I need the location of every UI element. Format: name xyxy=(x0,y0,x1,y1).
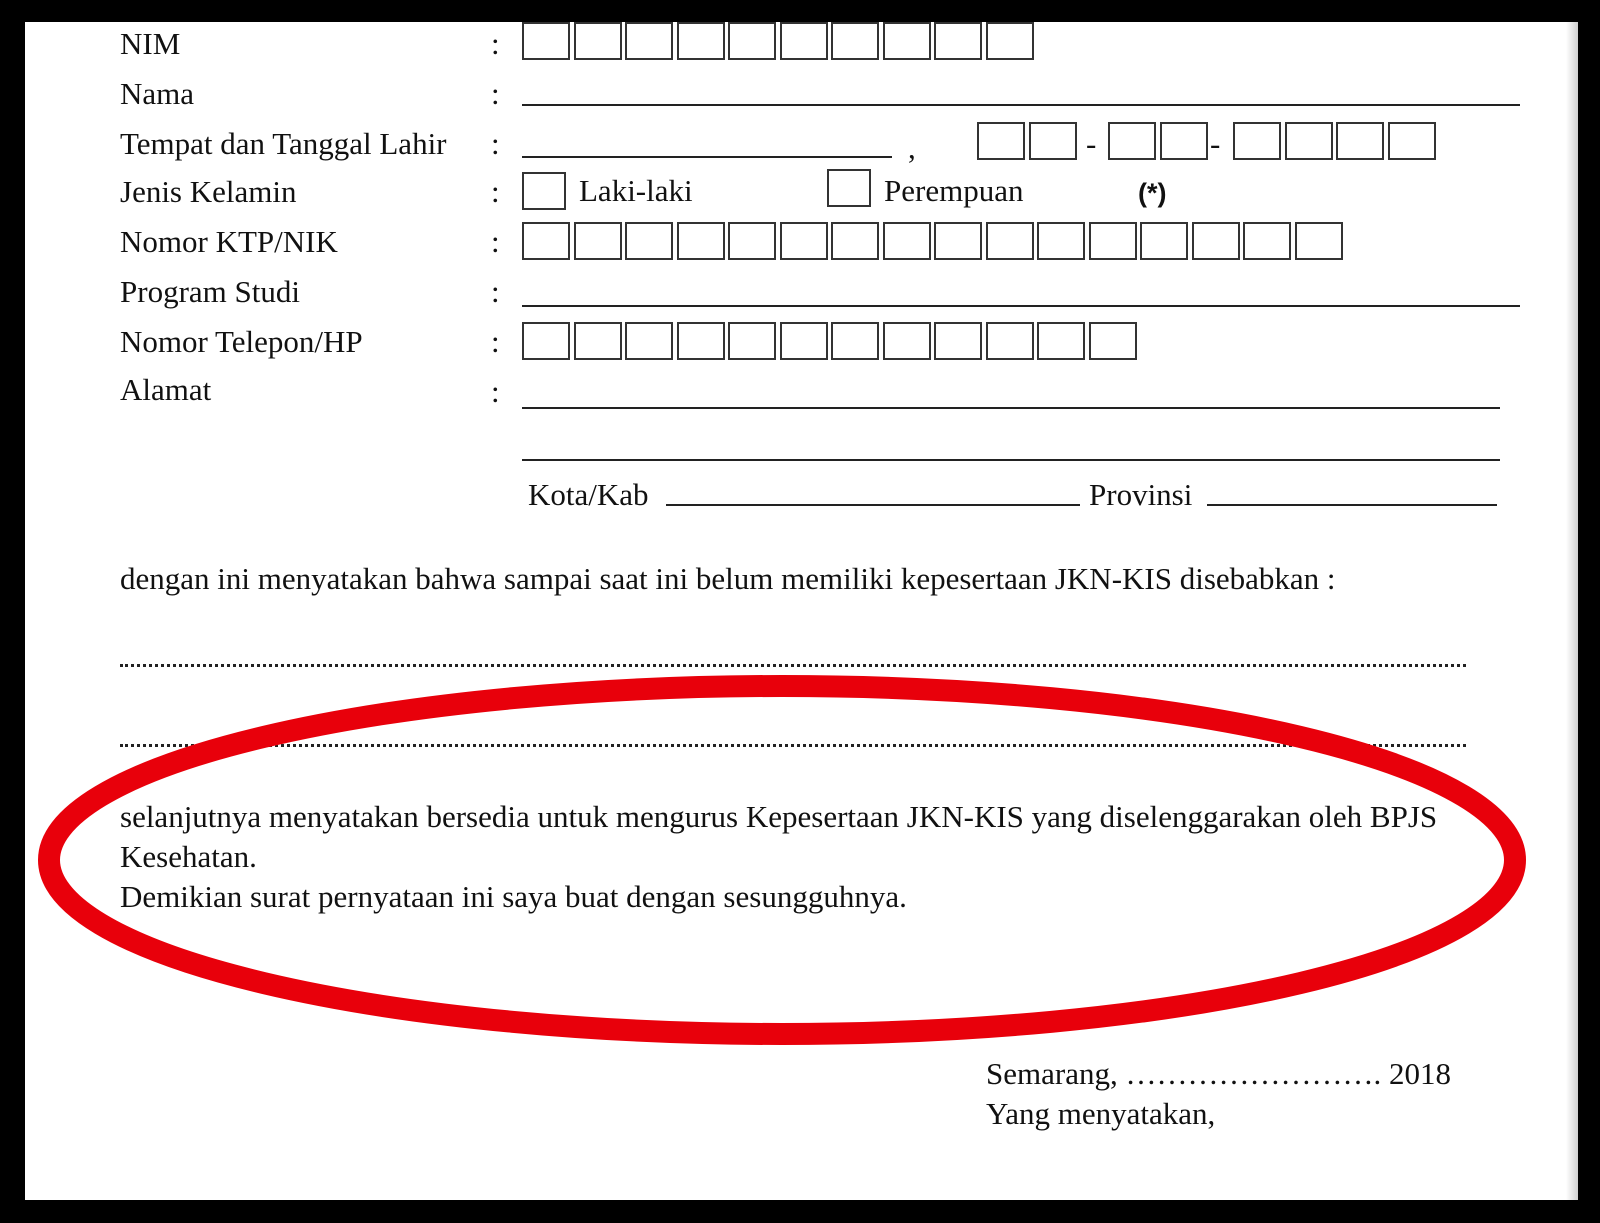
colon: : xyxy=(491,174,500,209)
male-checkbox[interactable] xyxy=(522,172,566,210)
year-digit-box[interactable] xyxy=(1285,122,1333,160)
ktp-digit-box[interactable] xyxy=(1295,222,1343,260)
label-phone: Nomor Telepon/HP xyxy=(120,324,363,359)
colon: : xyxy=(491,274,500,309)
phone-digit-box[interactable] xyxy=(1089,322,1137,360)
ktp-digit-box[interactable] xyxy=(1140,222,1188,260)
address-input-line-1[interactable] xyxy=(522,407,1500,409)
birth-year-boxes[interactable] xyxy=(1233,122,1439,160)
nim-digit-box[interactable] xyxy=(934,22,982,60)
nim-digit-box[interactable] xyxy=(780,22,828,60)
month-digit-box[interactable] xyxy=(1160,122,1208,160)
colon: : xyxy=(491,76,500,111)
phone-digit-box[interactable] xyxy=(574,322,622,360)
nama-input-line[interactable] xyxy=(522,104,1520,106)
nim-boxes[interactable] xyxy=(522,22,1037,60)
nim-digit-box[interactable] xyxy=(986,22,1034,60)
label-nama: Nama xyxy=(120,76,195,111)
ktp-boxes[interactable] xyxy=(522,222,1346,260)
colon: : xyxy=(491,374,500,409)
phone-digit-box[interactable] xyxy=(1037,322,1085,360)
ktp-digit-box[interactable] xyxy=(522,222,570,260)
male-label: Laki-laki xyxy=(579,173,693,208)
kota-label: Kota/Kab xyxy=(528,477,649,512)
year-digit-box[interactable] xyxy=(1233,122,1281,160)
day-digit-box[interactable] xyxy=(977,122,1025,160)
ktp-digit-box[interactable] xyxy=(780,222,828,260)
nim-digit-box[interactable] xyxy=(522,22,570,60)
prodi-input-line[interactable] xyxy=(522,305,1520,307)
month-digit-box[interactable] xyxy=(1108,122,1156,160)
date-separator: - xyxy=(1086,126,1097,161)
nim-digit-box[interactable] xyxy=(831,22,879,60)
ktp-digit-box[interactable] xyxy=(883,222,931,260)
reason-dotted-line-1[interactable] xyxy=(120,664,1466,667)
colon: : xyxy=(491,324,500,359)
nim-digit-box[interactable] xyxy=(677,22,725,60)
phone-digit-box[interactable] xyxy=(986,322,1034,360)
nim-digit-box[interactable] xyxy=(574,22,622,60)
label-nim: NIM xyxy=(120,26,181,61)
kota-input-line[interactable] xyxy=(666,504,1080,506)
date-separator: - xyxy=(1210,126,1221,161)
statement-line-1: selanjutnya menyatakan bersedia untuk mengurus Kepesertaan JKN-KIS yang diselenggarakan oleh BPJS xyxy=(120,799,1438,834)
label-gender: Jenis Kelamin xyxy=(120,174,297,209)
ktp-digit-box[interactable] xyxy=(1089,222,1137,260)
phone-digit-box[interactable] xyxy=(677,322,725,360)
phone-digit-box[interactable] xyxy=(780,322,828,360)
address-input-line-2[interactable] xyxy=(522,459,1500,461)
provinsi-input-line[interactable] xyxy=(1207,504,1497,506)
label-ttl: Tempat dan Tanggal Lahir xyxy=(120,126,447,161)
form-page xyxy=(25,22,1578,1200)
phone-digit-box[interactable] xyxy=(522,322,570,360)
phone-digit-box[interactable] xyxy=(883,322,931,360)
ktp-digit-box[interactable] xyxy=(986,222,1034,260)
phone-digit-box[interactable] xyxy=(625,322,673,360)
statement-line-2: Kesehatan. xyxy=(120,839,257,874)
phone-digit-box[interactable] xyxy=(728,322,776,360)
phone-digit-box[interactable] xyxy=(831,322,879,360)
day-digit-box[interactable] xyxy=(1029,122,1077,160)
colon: : xyxy=(491,224,500,259)
page-edge-shadow xyxy=(1566,22,1578,1200)
birth-month-boxes[interactable] xyxy=(1108,122,1211,160)
phone-digit-box[interactable] xyxy=(934,322,982,360)
comma: , xyxy=(908,130,916,165)
label-prodi: Program Studi xyxy=(120,274,300,309)
ktp-digit-box[interactable] xyxy=(574,222,622,260)
ktp-digit-box[interactable] xyxy=(1037,222,1085,260)
phone-boxes[interactable] xyxy=(522,322,1140,360)
ktp-digit-box[interactable] xyxy=(1243,222,1291,260)
declarant-label: Yang menyatakan, xyxy=(986,1096,1216,1131)
ktp-digit-box[interactable] xyxy=(934,222,982,260)
ktp-digit-box[interactable] xyxy=(728,222,776,260)
female-label: Perempuan xyxy=(884,173,1024,208)
year-digit-box[interactable] xyxy=(1336,122,1384,160)
nim-digit-box[interactable] xyxy=(625,22,673,60)
provinsi-label: Provinsi xyxy=(1089,477,1193,512)
statement-intro: dengan ini menyatakan bahwa sampai saat ini belum memiliki kepesertaan JKN-KIS disebabkan : xyxy=(120,561,1336,596)
nim-digit-box[interactable] xyxy=(728,22,776,60)
ktp-digit-box[interactable] xyxy=(677,222,725,260)
statement-line-3: Demikian surat pernyataan ini saya buat dengan sesungguhnya. xyxy=(120,879,907,914)
label-ktp: Nomor KTP/NIK xyxy=(120,224,338,259)
year-digit-box[interactable] xyxy=(1388,122,1436,160)
reason-dotted-line-2[interactable] xyxy=(120,744,1466,747)
birth-day-boxes[interactable] xyxy=(977,122,1080,160)
required-note: (*) xyxy=(1138,178,1167,208)
female-checkbox[interactable] xyxy=(827,169,871,207)
ktp-digit-box[interactable] xyxy=(625,222,673,260)
colon: : xyxy=(491,26,500,61)
ktp-digit-box[interactable] xyxy=(831,222,879,260)
birthplace-input-line[interactable] xyxy=(522,156,892,158)
place-date: Semarang, ……………………. 2018 xyxy=(986,1056,1451,1091)
nim-digit-box[interactable] xyxy=(883,22,931,60)
label-alamat: Alamat xyxy=(120,372,212,407)
ktp-digit-box[interactable] xyxy=(1192,222,1240,260)
colon: : xyxy=(491,126,500,161)
